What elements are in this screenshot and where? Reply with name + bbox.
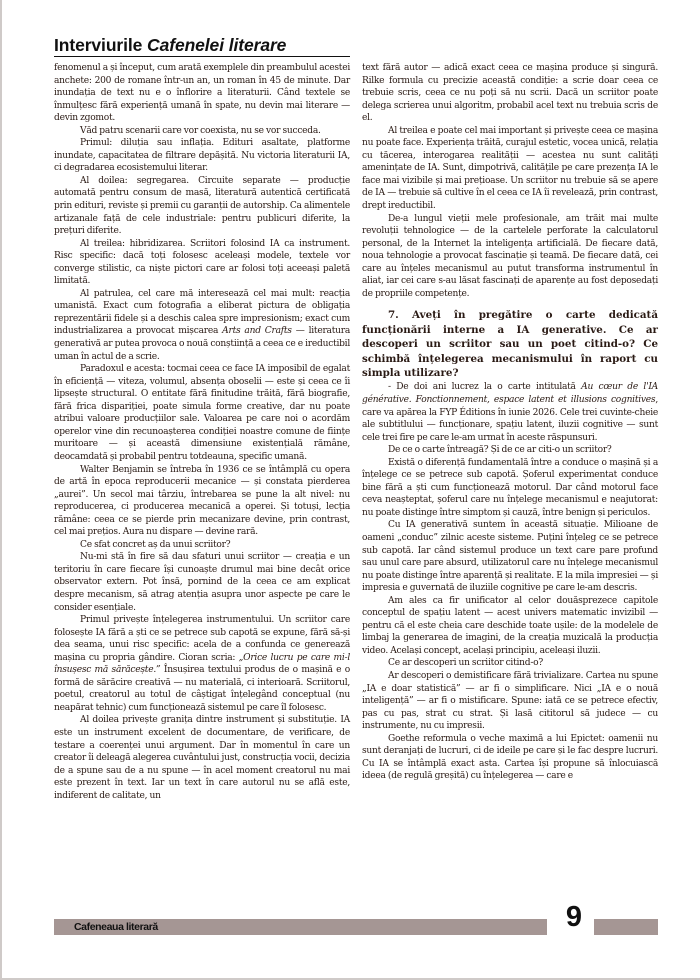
paragraph: Walter Benjamin se întreba în 1936 ce se întâmplă cu opera de artă în epoca reproducerii mecanice — și constata pierderea „aurei”. Un secol mai târziu, întrebarea se pune la alt nivel: nu reproducerea, ci producerea mecanică a operei. Și totuși, lecția rămâne: ceea ce se pierde prin mecanizare devine, prin contrast, cel mai prețios. Aura nu dispare — devine rară. xyxy=(54,464,350,538)
paragraph: Am ales ca fir unificator al celor douăsprezece capitole conceptul de spațiu latent — acest univers matematic invizibil — pentru că el este cheia care deschide toate ușile: de la modelele de limbaj la generarea de imagini, de la creația muzicală la producția video. Același concept, același principiu, aceleași iluzii. xyxy=(362,595,658,656)
header-title-plain: Interviurile xyxy=(54,35,148,55)
paragraph: Există o diferență fundamentală între a conduce o mașină și a înțelege ce se petrece sub capotă. Șoferul experimentat conduce bine fără a ști cum funcționează motorul. Dar când motorul face ceva neașteptat, șoferul care nu înțelege mecanismul e neajutorat: nu poate distinge între simptom și cauză, între benign și periculos. xyxy=(362,457,658,518)
paragraph: Goethe reformula o veche maximă a lui Epictet: oamenii nu sunt deranjați de lucruri, ci de ideile pe care și le fac despre lucruri. Cu IA se întâmplă exact asta. Cartea își propune să înlocuiască ideea (de regulă greșită) cu înțelegerea — care e xyxy=(362,733,658,782)
paragraph: Cu IA generativă suntem în această situație. Milioane de oameni „conduc” zilnic aceste sisteme. Puțini înțeleg ce se petrece sub capotă. Iar când sistemul produce un text care pare profund sau unul care pare absurd, utilizatorul care nu înțelege mecanismul nu poate distinge între aparență și realitate. E la mila impresiei — și impresia e guvernată de iluziile cognitive pe care le-am descris. xyxy=(362,520,658,594)
paragraph: Al treilea: hibridizarea. Scriitori folosind IA ca instrument. Risc specific: dacă toți folosesc aceleași modele, textele vor converge stilistic, ca niște pictori care ar folosi toți aceeași paletă limitată. xyxy=(54,238,350,287)
text-run: Al patrulea, cel care mă interesează cel mai mult: reacția umanistă. Exact cum fotografia a eliberat pictura de obligația reprezentării fidele și a deschis calea spre impresionism; exact cum industrializarea a provocat mișcarea xyxy=(54,288,350,337)
italic-quote: „Orice lucru pe care mi-l însușesc mă sărăcește.” xyxy=(54,652,350,676)
text-run: Primul privește înțelegerea instrumentului. Un scriitor care folosește IA fără a ști ce se petrece sub capotă se expune, fără să-și dea seama, unui risc specific: acela de a confunda ce generează mașina cu propria gândire. Cioran scria: xyxy=(54,615,350,663)
footer-bar-left xyxy=(54,919,547,935)
header-title-italic: Cafenelei literare xyxy=(147,35,287,55)
paragraph xyxy=(54,614,350,714)
footer-magazine-name: Cafeneaua literară xyxy=(74,921,158,933)
subheading-question: De ce o carte întreagă? Și de ce ar citi-o un scriitor? xyxy=(388,445,612,456)
paragraph: Primul: diluția sau inflația. Edituri asaltate, platforme inundate, capacitatea de filtrare depășită. Nu victoria literaturii IA, ci degradarea ecosistemului literar. xyxy=(54,138,350,174)
subheading-question: Ce sfat concret aș da unui scriitor? xyxy=(80,539,231,550)
text-run: Însușirea textului produs de o mașină e o formă de sărăcire creativă — nu materială, ci interioară. Scriitorul, poetul, creatorul au totul de câștigat înțelegând conceptual (nu neapărat tehnic) cum funcționează sistemul pe care îl folosesc. xyxy=(54,665,350,713)
paragraph xyxy=(362,381,658,444)
italic-book-title: Au cœur de l'IA générative. Fonctionnement, espace latent et illusions cognitives xyxy=(362,382,658,405)
text-run: — literatura generativă ar putea provoca o nouă conștiință a ceea ce e ireductibil uman în actul de a scrie. xyxy=(54,326,351,362)
italic-title: Arts and Crafts xyxy=(222,326,292,337)
text-run: , care va apărea la FYP Éditions în iunie 2026. Cele trei cuvinte-cheie ale subtitlului — funcționare, spațiu latent, iluzii cognitive — sunt cele trei fire pe care le-am urmat în aceste răspunsuri. xyxy=(362,394,658,443)
paragraph xyxy=(54,288,350,363)
paragraph: Văd patru scenarii care vor coexista, nu se vor succeda. xyxy=(80,125,321,136)
paragraph: Nu-mi stă în fire să dau sfaturi unui scriitor — creația e un teritoriu în care fiecare își cunoaște drumul mai bine decât orice observator extern. Pot însă, pornind de la ceea ce am explicat despre mecanism, să atrag atenția asupra unor aspecte pe care le consider esențiale. xyxy=(54,552,350,613)
paragraph: Al doilea: segregarea. Circuite separate — producție automată pentru consum de masă, literatură autentică certificată prin edituri, reviste și premii cu garanții de autorship. Ca alimentele artizanale față de cele industriale: pentru publicuri diferite, la prețuri diferite. xyxy=(54,175,350,237)
page-number: 9 xyxy=(565,901,583,933)
paragraph: Paradoxul e acesta: tocmai ceea ce face IA imposibil de egalat în eficiență — viteza, volumul, absența oboselii — este și ceea ce îi lipsește structural. O entitate fără finitudine trăită, fără biografie, fără frica dispariției, poate simula forme creative, dar nu poate atribui valoare producțiilor sale. Valoarea pe care noi o acordăm operelor vine din recunoașterea condiției noastre comune de ființe muritoare — și această dimensiune existențială rămâne, deocamdată și probabil pentru totdeauna, specific umană. xyxy=(54,364,350,462)
paragraph: De-a lungul vieții mele profesionale, am trăit mai multe revoluții tehnologice — de la cartelele perforate la calculatorul personal, de la Internet la inteligența artificială. De fiecare dată, noua tehnologie a provocat fascinație și teamă. De fiecare dată, cei care au înțeles mecanismul au putut transforma instrumentul în aliat, iar cei care s-au lăsat fascinați de aparențe au fost deposedați de propriile competențe. xyxy=(362,213,658,299)
paragraph: fenomenul a și început, cum arată exemplele din preambulul acestei anchete: 200 de romane într-un an, un roman în 45 de minute. Dar inundația de text nu e o înflorire a literaturii. Când textele se înmulțesc fără experiență umană în spate, nu devin mai literare — devin zgomot. xyxy=(54,63,350,124)
subheading-question: Ce ar descoperi un scriitor citind-o? xyxy=(388,658,543,669)
text-run: - De doi ani lucrez la o carte intitulată xyxy=(388,382,582,393)
interview-question: 7. Aveți în pregătire o carte dedicată funcționării interne a IA generative. Ce ar descoperi un scriitor sau un poet citind-o? Ce schimbă înțelegerea mecanismului în raport cu simpla utilizare? xyxy=(362,309,658,380)
paragraph: Al treilea e poate cel mai important și privește ceea ce mașina nu poate face. Experiența trăită, curajul estetic, vocea unică, relația cu tăcerea, interogarea realității — acestea nu sunt calități amenințate de IA. Sunt, dimpotrivă, calitățile pe care prezența IA le face mai vizibile și mai prețioase. Un scriitor nu trebuie să se apere de IA — trebuie să cultive în el ceea ce IA îi revelează, prin contrast, drept ireductibil. xyxy=(362,125,658,212)
page-header xyxy=(54,35,350,57)
right-column xyxy=(362,62,658,783)
left-column xyxy=(54,62,350,802)
paragraph: text fără autor — adică exact ceea ce mașina produce și singură. Rilke formula cu precizie această condiție: a scrie doar ceea ce trebuie scris, ceea ce nu poți să nu scrii. Dacă un scriitor poate delega scrierea unui algoritm, probabil acel text nu trebuia scris de el. xyxy=(362,63,658,124)
paragraph: Al doilea privește granița dintre instrument și substituție. IA este un instrument excelent de documentare, de verificare, de testare a coerenței unui argument. Dar în momentul în care un creator îi deleagă alegerea cuvântului just, construcția vocii, decizia de a spune sau de a nu spune — în acel moment creatorul nu mai este prezent în text. Iar un text în care autorul nu se află este, indiferent de calitate, un xyxy=(54,715,350,801)
footer-bar-right xyxy=(594,919,658,935)
paragraph: Ar descoperi o demistificare fără trivializare. Cartea nu spune „IA e doar statistică” — ar fi o simplificare. Nici „IA e o nouă inteligență” — ar fi o mistificare. Spune: iată ce se petrece efectiv, pas cu pas, strat cu strat. Și lasă cititorul să judece — cu instrumente, nu cu impresii. xyxy=(362,671,658,732)
